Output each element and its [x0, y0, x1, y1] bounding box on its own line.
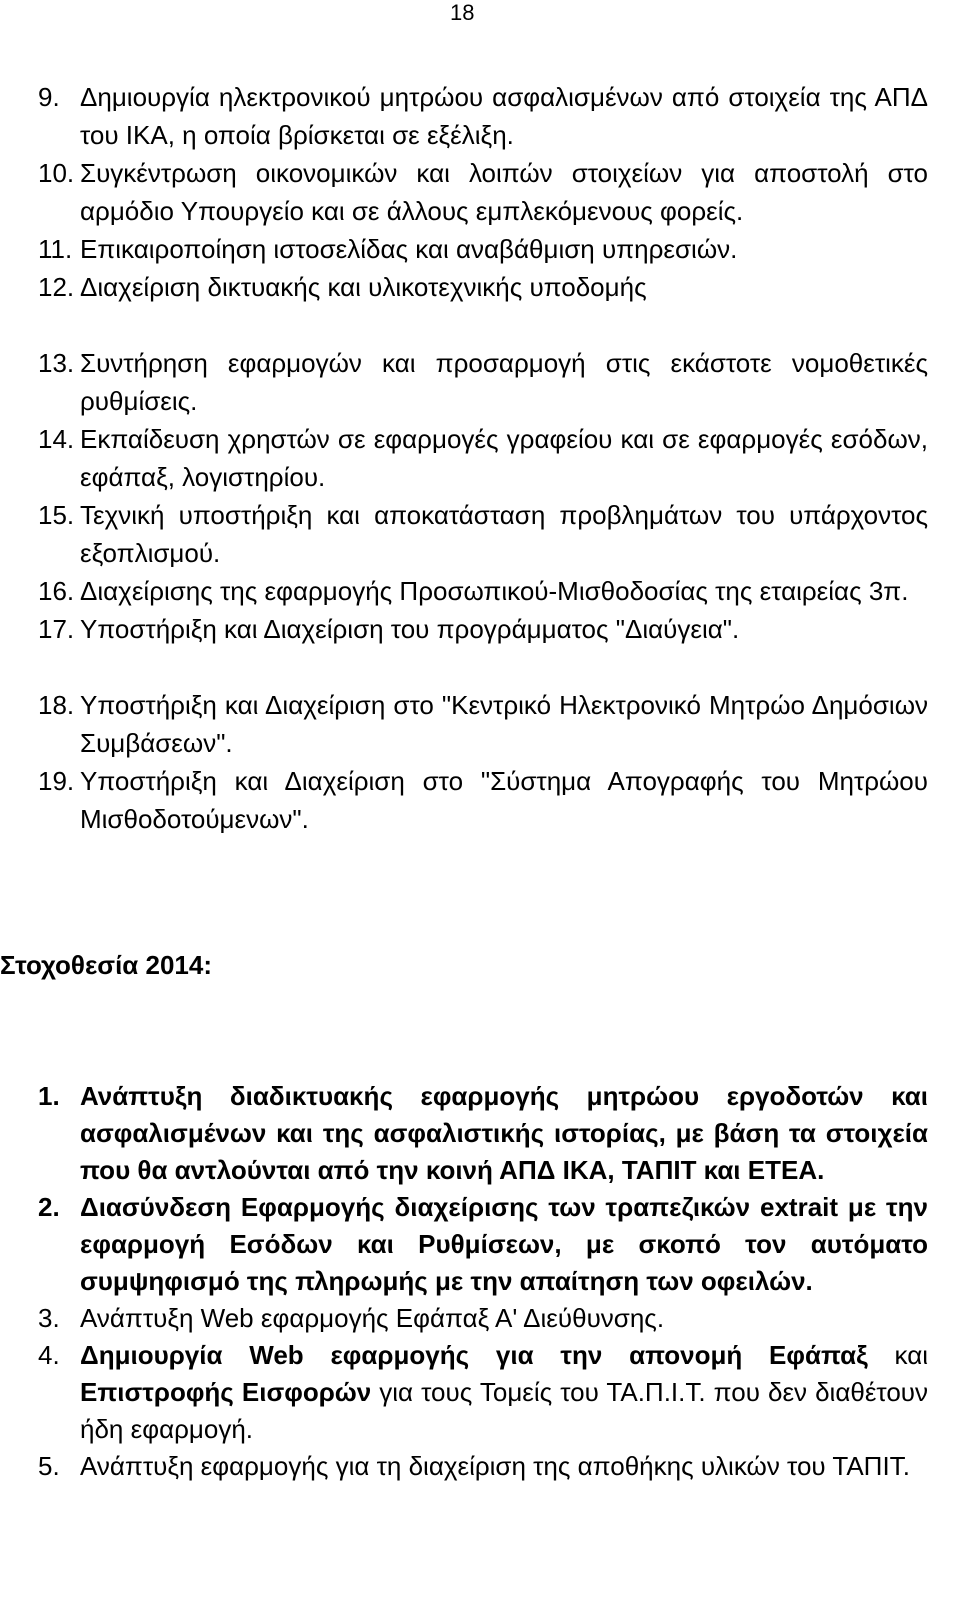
list-item [38, 762, 928, 838]
item-text: Διαχείριση δικτυακής και υλικοτεχνικής υποδομής [80, 272, 647, 302]
item-number: 2. [38, 1192, 60, 1222]
list-item [38, 1337, 928, 1448]
item-number: 3. [38, 1303, 60, 1333]
item-number: 5. [38, 1451, 60, 1481]
item-number: 15. [38, 500, 75, 530]
item-text: Τεχνική υποστήριξη και αποκατάσταση προβλημάτων του υπάρχοντος εξοπλισμού. [80, 500, 928, 568]
item-text-bold-2: Επιστροφής Εισφορών [80, 1377, 372, 1407]
item-number: 16. [38, 576, 75, 606]
list-item [38, 420, 928, 496]
item-number: 19. [38, 766, 75, 796]
item-text: Ανάπτυξη Web εφαρμογής Εφάπαξ Α' Διεύθυνσης. [80, 1303, 665, 1333]
list-item [38, 268, 928, 306]
list-item [38, 686, 928, 762]
list-item [38, 78, 928, 154]
item-text: Συντήρηση εφαρμογών και προσαρμογή στις εκάστοτε νομοθετικές ρυθμίσεις. [80, 348, 928, 416]
list-item [38, 1078, 928, 1189]
item-text: Υποστήριξη και Διαχείριση στο "Κεντρικό Ηλεκτρονικό Μητρώο Δημόσιων Συμβάσεων". [80, 690, 928, 758]
item-text: Υποστήριξη και Διαχείριση του προγράμματος "Διαύγεια". [80, 614, 740, 644]
item-text: Ανάπτυξη διαδικτυακής εφαρμογής μητρώου εργοδοτών και ασφαλισμένων και της ασφαλιστικής ιστορίας, με βάση τα στοιχεία που θα αντλούνται από την κοινή ΑΠΔ ΙΚΑ, ΤΑΠΙΤ και ΕΤΕΑ. [80, 1081, 928, 1185]
item-text: Συγκέντρωση οικονομικών και λοιπών στοιχείων για αποστολή στο αρμόδιο Υπουργείο και σε άλλους εμπλεκόμενους φορείς. [80, 158, 928, 226]
item-text: Διασύνδεση Εφαρμογής διαχείρισης των τραπεζικών extrait με την εφαρμογή Εσόδων και Ρυθμίσεων, με σκοπό τον αυτόματο συμψηφισμό της πληρωμής με την απαίτηση των οφειλών. [80, 1192, 929, 1296]
item-number: 12. [38, 272, 75, 302]
item-number: 1. [38, 1081, 60, 1111]
list-item [38, 1448, 928, 1485]
list-item [38, 572, 928, 610]
activities-list [38, 78, 928, 838]
item-text-plain-1: και [867, 1340, 928, 1370]
item-number: 13. [38, 348, 75, 378]
item-text-bold-1: Δημιουργία Web εφαρμογής για την απονομή Εφάπαξ [80, 1340, 868, 1370]
list-item [38, 1300, 928, 1337]
list-item [38, 610, 928, 648]
list-item [38, 230, 928, 268]
item-text-plain-2: για τους Τομείς του ΤΑ.Π.Ι.Τ. που δεν διαθέτουν ήδη εφαρμογή. [80, 1377, 928, 1444]
item-number: 9. [38, 82, 60, 112]
item-number: 10. [38, 158, 75, 188]
list-item [38, 496, 928, 572]
item-text: Διαχείρισης της εφαρμογής Προσωπικού-Μισθοδοσίας της εταιρείας 3π. [80, 576, 909, 606]
item-number: 18. [38, 690, 75, 720]
list-item [38, 1189, 928, 1300]
list-item [38, 344, 928, 420]
item-text [80, 1337, 928, 1448]
item-text: Επικαιροποίηση ιστοσελίδας και αναβάθμιση υπηρεσιών. [80, 234, 738, 264]
list-item [38, 154, 928, 230]
page-number: 18 [450, 0, 475, 25]
item-text: Εκπαίδευση χρηστών σε εφαρμογές γραφείου και σε εφαρμογές εσόδων, εφάπαξ, λογιστηρίου. [80, 424, 928, 492]
item-number: 14. [38, 424, 75, 454]
item-number: 17. [38, 614, 75, 644]
targets-list [38, 1078, 928, 1485]
item-number: 11. [38, 234, 73, 264]
item-text: Δημιουργία ηλεκτρονικού μητρώου ασφαλισμένων από στοιχεία της ΑΠΔ του ΙΚΑ, η οποία βρίσκεται σε εξέλιξη. [80, 82, 928, 150]
section-heading: Στοχοθεσία 2014: [0, 950, 212, 980]
item-text: Ανάπτυξη εφαρμογής για τη διαχείριση της αποθήκης υλικών του ΤΑΠΙΤ. [80, 1451, 910, 1481]
item-number: 4. [38, 1340, 60, 1370]
item-text: Υποστήριξη και Διαχείριση στο "Σύστημα Απογραφής του Μητρώου Μισθοδοτούμενων". [80, 766, 928, 834]
